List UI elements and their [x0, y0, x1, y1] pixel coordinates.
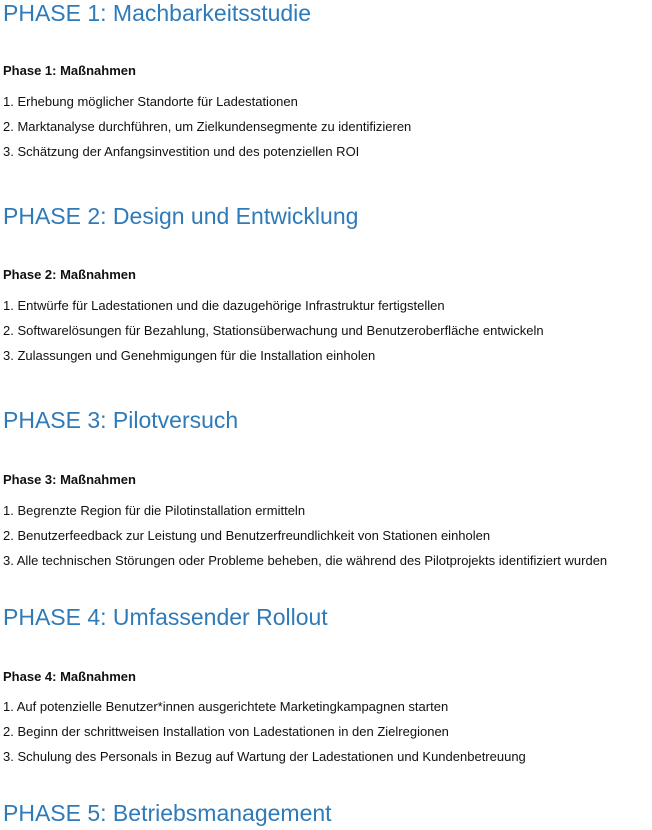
phase-4-item-1: 1. Auf potenzielle Benutzer*innen ausgerichtete Marketingkampagnen starten [3, 699, 449, 714]
phase-3-item-1: 1. Begrenzte Region für die Pilotinstallation ermitteln [3, 503, 306, 518]
phase-1-item-1: 1. Erhebung möglicher Standorte für Ladestationen [3, 94, 298, 109]
phase-3-subheading: Phase 3: Maßnahmen [3, 472, 136, 487]
phase-2-subheading: Phase 2: Maßnahmen [3, 267, 136, 282]
phase-3-item-3: 3. Alle technischen Störungen oder Probleme beheben, die während des Pilotprojekts identifiziert wurden [3, 553, 608, 568]
phase-2-item-2: 2. Softwarelösungen für Bezahlung, Stationsüberwachung und Benutzeroberfläche entwickeln [3, 323, 544, 338]
phase-1-item-3: 3. Schätzung der Anfangsinvestition und des potenziellen ROI [3, 144, 360, 159]
phase-1-subheading: Phase 1: Maßnahmen [3, 63, 136, 78]
phase-1-title: PHASE 1: Machbarkeitsstudie [3, 0, 312, 26]
phase-4-item-3: 3. Schulung des Personals in Bezug auf Wartung der Ladestationen und Kundenbetreuung [3, 749, 526, 764]
phase-2-item-3: 3. Zulassungen und Genehmigungen für die Installation einholen [3, 348, 376, 363]
phase-5-title: PHASE 5: Betriebsmanagement [3, 800, 332, 826]
phase-3-item-2: 2. Benutzerfeedback zur Leistung und Benutzerfreundlichkeit von Stationen einholen [3, 528, 491, 543]
phase-3-title: PHASE 3: Pilotversuch [3, 407, 239, 433]
phase-4-subheading: Phase 4: Maßnahmen [3, 669, 136, 684]
phase-1-item-2: 2. Marktanalyse durchführen, um Zielkundensegmente zu identifizieren [3, 119, 412, 134]
phase-4-title: PHASE 4: Umfassender Rollout [3, 604, 328, 630]
phase-2-item-1: 1. Entwürfe für Ladestationen und die dazugehörige Infrastruktur fertigstellen [3, 298, 445, 313]
phase-4-item-2: 2. Beginn der schrittweisen Installation von Ladestationen in den Zielregionen [3, 724, 449, 739]
phase-2-title: PHASE 2: Design und Entwicklung [3, 203, 359, 229]
